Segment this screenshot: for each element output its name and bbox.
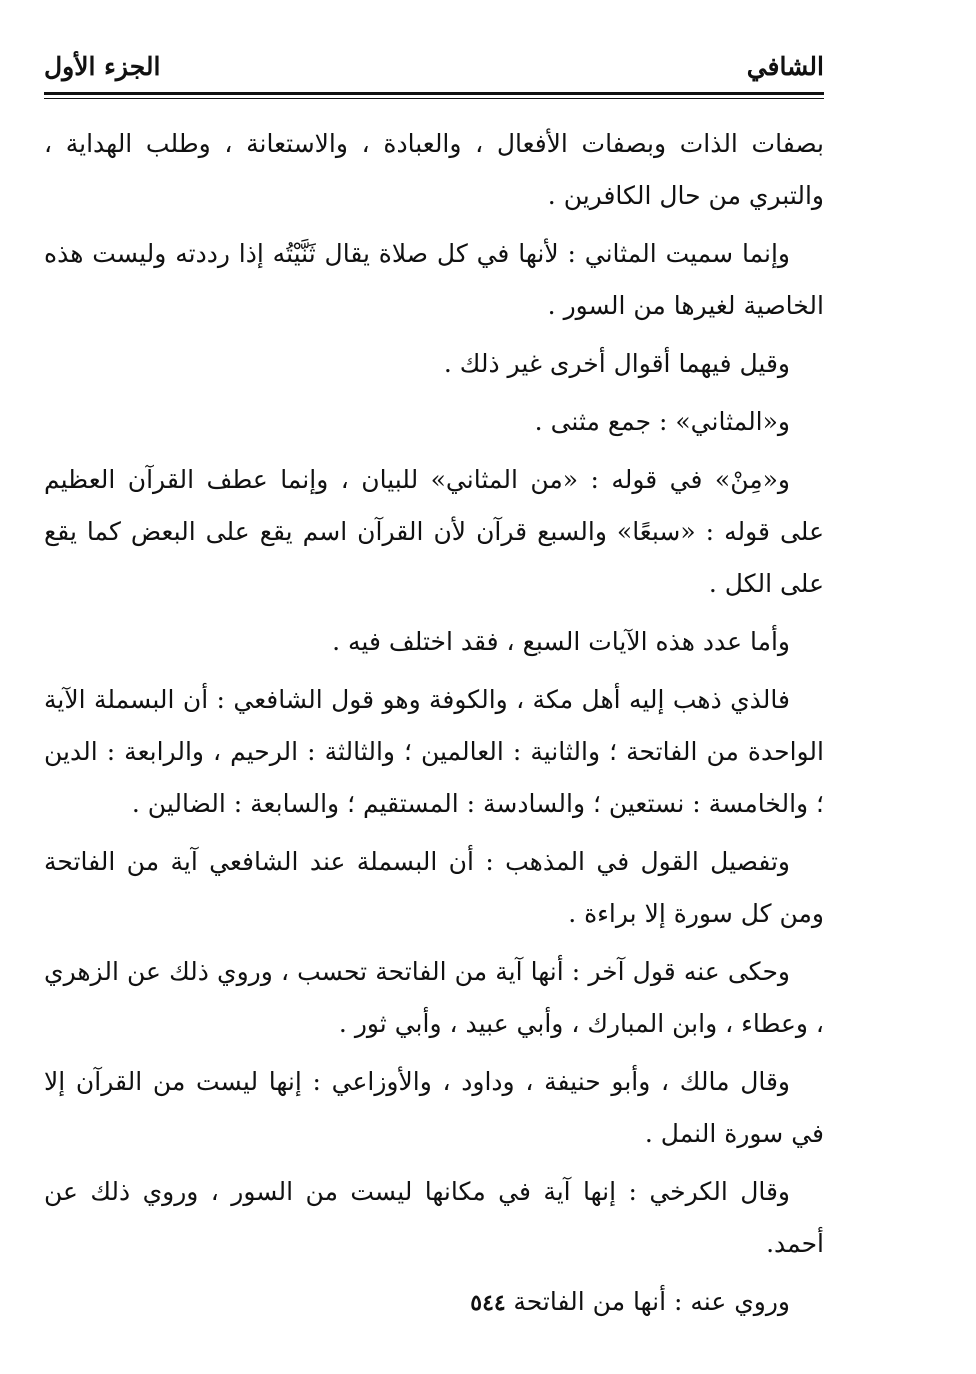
paragraph: وقال الكرخي : إنها آية في مكانها ليست من السور ، وروي ذلك عن أحمد.	[44, 1177, 824, 1258]
paragraph: وإنما سميت المثاني : لأنها في كل صلاة يقال ثَنَّيْتُه إذا رددته وليست هذه الخاصية لغيرها من السور .	[44, 239, 824, 320]
paragraph: وقيل فيهما أقوال أخرى غير ذلك .	[443, 349, 790, 378]
running-header	[44, 52, 824, 92]
body-text	[44, 118, 824, 1334]
paragraph: وأما عدد هذه الآيات السبع ، فقد اختلف فيه .	[332, 627, 790, 656]
paragraph: و«المثاني» : جمع مثنى .	[534, 407, 790, 436]
header-rule-thick	[44, 92, 824, 95]
header-rule-thin	[44, 98, 824, 99]
book-title: الشافي	[746, 52, 824, 81]
paragraph: وقال مالك ، وأبو حنيفة ، وداود ، والأوزاعي : إنها ليست من القرآن إلا في سورة النمل .	[44, 1067, 824, 1148]
paragraph: وروي عنه : أنها من الفاتحة .	[497, 1287, 790, 1316]
paragraph: وحكى عنه قول آخر : أنها آية من الفاتحة تحسب ، وروي ذلك عن الزهري ، وعطاء ، وابن المبارك ، وأبي عبيد ، وأبي ثور .	[44, 957, 824, 1038]
paragraph: بصفات الذات وبصفات الأفعال ، والعبادة ، والاستعانة ، وطلب الهداية ، والتبري من حال الكافرين .	[44, 129, 824, 210]
part-label: الجزء الأول	[44, 52, 161, 81]
paragraph: و«مِنْ» في قوله : «من المثاني» للبيان ، وإنما عطف القرآن العظيم على قوله : «سبعًا» والسبع قرآن لأن القرآن اسم يقع على البعض كما يقع على الكل .	[44, 465, 824, 598]
paragraph: فالذي ذهب إليه أهل مكة ، والكوفة وهو قول الشافعي : أن البسملة الآية الواحدة من الفاتحة ؛ والثانية : العالمين ؛ والثالثة : الرحيم ، والرابعة : الدين ؛ والخامسة : نستعين ؛ والسادسة : المستقيم ؛ والسابعة : الضالين .	[44, 685, 824, 818]
page-number: ٥٤٤	[470, 1290, 506, 1316]
paragraph: وتفصيل القول في المذهب : أن البسملة عند الشافعي آية من الفاتحة ومن كل سورة إلا براءة .	[44, 847, 824, 928]
